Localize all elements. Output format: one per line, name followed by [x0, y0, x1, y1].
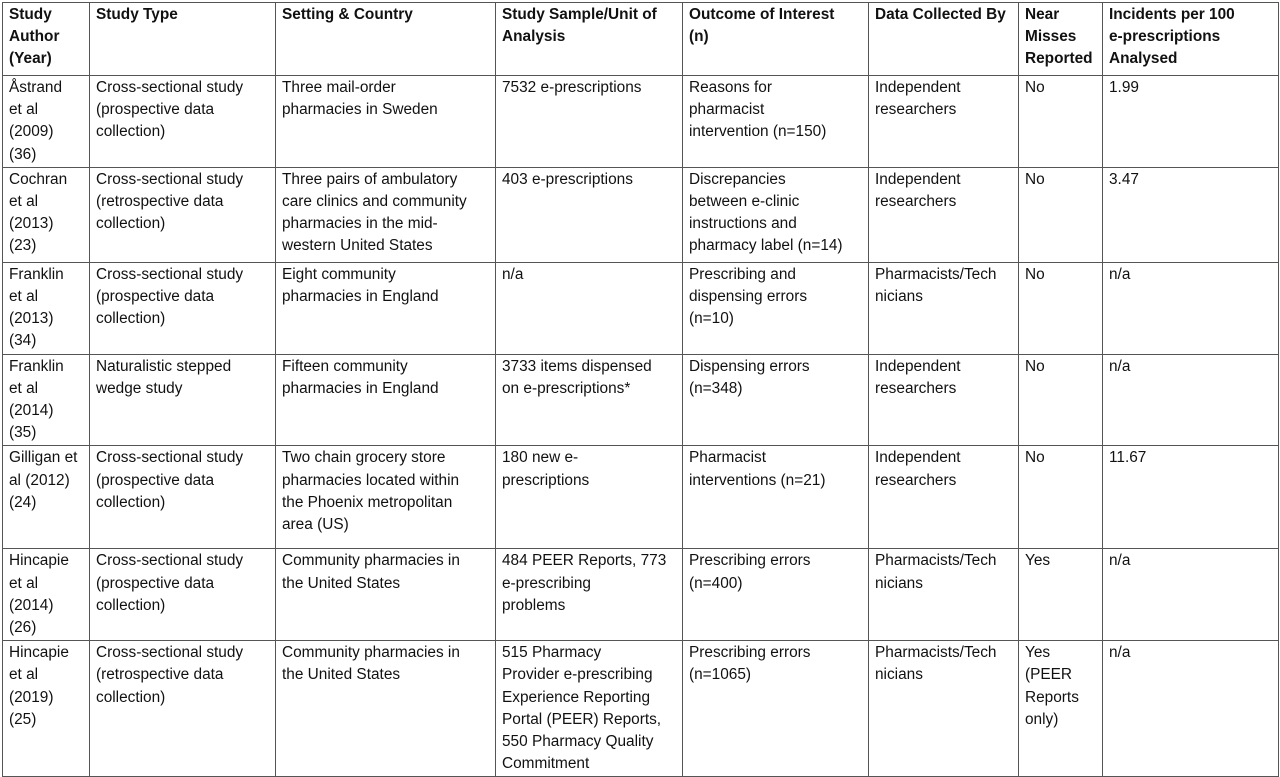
cell-setting: Two chain grocery store pharmacies located within the Phoenix metropolitan area (US) [276, 446, 496, 549]
cell-sample: n/a [496, 262, 683, 354]
cell-setting: Three pairs of ambulatory care clinics and community pharmacies in the mid- western United States [276, 167, 496, 262]
cell-author: Åstrand et al (2009) (36) [3, 76, 90, 168]
cell-near-misses: Yes (PEER Reports only) [1019, 641, 1103, 777]
cell-outcome: Prescribing errors (n=400) [683, 549, 869, 641]
cell-author: Gilligan et al (2012) (24) [3, 446, 90, 549]
cell-sample: 484 PEER Reports, 773 e-prescribing problems [496, 549, 683, 641]
header-incidents: Incidents per 100 e-prescriptions Analysed [1103, 3, 1279, 76]
cell-author: Cochran et al (2013) (23) [3, 167, 90, 262]
cell-incidents: n/a [1103, 262, 1279, 354]
header-data-collected-by: Data Collected By [869, 3, 1019, 76]
cell-setting: Community pharmacies in the United States [276, 549, 496, 641]
cell-study-type: Cross-sectional study (prospective data collection) [90, 76, 276, 168]
cell-collected-by: Independent researchers [869, 76, 1019, 168]
cell-study-type: Cross-sectional study (prospective data collection) [90, 549, 276, 641]
cell-author: Franklin et al (2014) (35) [3, 354, 90, 446]
cell-collected-by: Independent researchers [869, 167, 1019, 262]
cell-near-misses: No [1019, 446, 1103, 549]
cell-collected-by: Pharmacists/Tech nicians [869, 549, 1019, 641]
table-row [3, 167, 1279, 262]
cell-study-type: Naturalistic stepped wedge study [90, 354, 276, 446]
cell-incidents: 11.67 [1103, 446, 1279, 549]
cell-incidents: n/a [1103, 641, 1279, 777]
header-near-misses: Near Misses Reported [1019, 3, 1103, 76]
cell-incidents: 3.47 [1103, 167, 1279, 262]
table-header-row [3, 3, 1279, 76]
cell-near-misses: No [1019, 354, 1103, 446]
cell-sample: 515 Pharmacy Provider e-prescribing Experience Reporting Portal (PEER) Reports, 550 Pharmacy Quality Commitment [496, 641, 683, 777]
cell-study-type: Cross-sectional study (retrospective data collection) [90, 641, 276, 777]
cell-incidents: n/a [1103, 354, 1279, 446]
cell-near-misses: No [1019, 167, 1103, 262]
cell-study-type: Cross-sectional study (retrospective data collection) [90, 167, 276, 262]
cell-collected-by: Independent researchers [869, 354, 1019, 446]
cell-study-type: Cross-sectional study (prospective data collection) [90, 262, 276, 354]
table-row [3, 446, 1279, 549]
table-row [3, 76, 1279, 168]
cell-outcome: Prescribing and dispensing errors (n=10) [683, 262, 869, 354]
cell-collected-by: Pharmacists/Tech nicians [869, 641, 1019, 777]
table-row [3, 641, 1279, 777]
cell-author: Hincapie et al (2019) (25) [3, 641, 90, 777]
cell-sample: 180 new e- prescriptions [496, 446, 683, 549]
cell-collected-by: Pharmacists/Tech nicians [869, 262, 1019, 354]
header-study-sample: Study Sample/Unit of Analysis [496, 3, 683, 76]
cell-outcome: Discrepancies between e-clinic instructions and pharmacy label (n=14) [683, 167, 869, 262]
cell-incidents: 1.99 [1103, 76, 1279, 168]
cell-sample: 7532 e-prescriptions [496, 76, 683, 168]
header-setting-country: Setting & Country [276, 3, 496, 76]
cell-outcome: Prescribing errors (n=1065) [683, 641, 869, 777]
cell-setting: Community pharmacies in the United States [276, 641, 496, 777]
cell-author: Franklin et al (2013) (34) [3, 262, 90, 354]
cell-outcome: Dispensing errors (n=348) [683, 354, 869, 446]
table-row [3, 354, 1279, 446]
cell-near-misses: No [1019, 262, 1103, 354]
cell-setting: Fifteen community pharmacies in England [276, 354, 496, 446]
studies-table [2, 2, 1279, 777]
table-row [3, 549, 1279, 641]
cell-setting: Three mail-order pharmacies in Sweden [276, 76, 496, 168]
header-outcome: Outcome of Interest (n) [683, 3, 869, 76]
cell-incidents: n/a [1103, 549, 1279, 641]
cell-setting: Eight community pharmacies in England [276, 262, 496, 354]
cell-sample: 3733 items dispensed on e-prescriptions* [496, 354, 683, 446]
cell-outcome: Pharmacist interventions (n=21) [683, 446, 869, 549]
header-study-author: Study Author (Year) [3, 3, 90, 76]
cell-author: Hincapie et al (2014) (26) [3, 549, 90, 641]
cell-study-type: Cross-sectional study (prospective data collection) [90, 446, 276, 549]
cell-collected-by: Independent researchers [869, 446, 1019, 549]
cell-sample: 403 e-prescriptions [496, 167, 683, 262]
cell-near-misses: Yes [1019, 549, 1103, 641]
cell-outcome: Reasons for pharmacist intervention (n=150) [683, 76, 869, 168]
table-row [3, 262, 1279, 354]
header-study-type: Study Type [90, 3, 276, 76]
cell-near-misses: No [1019, 76, 1103, 168]
